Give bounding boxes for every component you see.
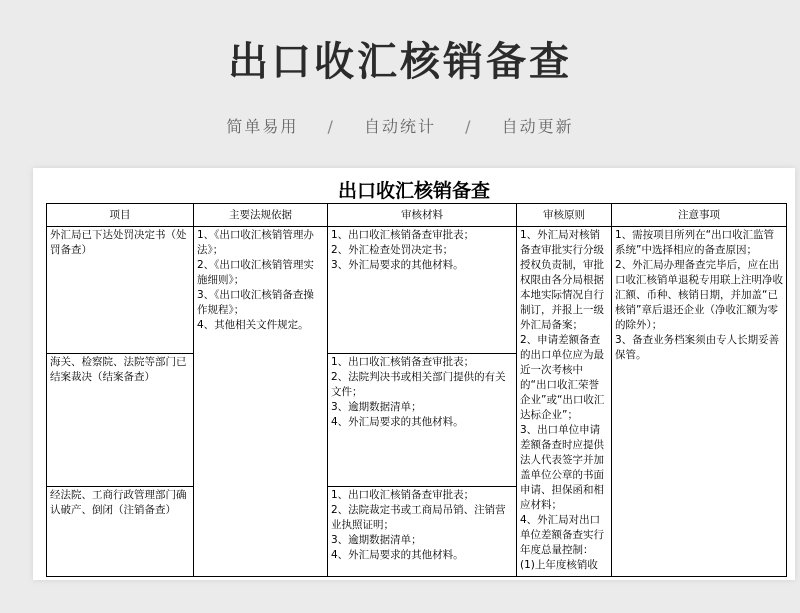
materials-cell [328,227,517,354]
regulation-line: 3、《出口收汇核销备查操作规程》； [197,289,314,316]
spreadsheet-preview [33,168,795,580]
material-line: 2、法院裁定书或工商局吊销、注销营业执照证明； [331,504,506,531]
item-cell: 外汇局已下达处罚决定书（处罚备查） [47,227,194,354]
material-line: 1、出口收汇核销备查审批表； [331,356,475,368]
regulation-line: 1、《出口收汇核销管理办法》； [197,229,314,256]
table-header-row [47,204,787,227]
regulation-line: 2、《出口收汇核销管理实施细则》； [197,259,314,286]
table-row [47,227,787,354]
principles-cell [517,227,612,577]
tag-separator: / [327,117,335,136]
header-regulations: 主要法规依据 [194,204,328,227]
item-cell: 海关、检察院、法院等部门已结案裁决（结案备查） [47,354,194,487]
material-line: 3、逾期数据清单； [331,401,422,413]
material-line: 1、出口收汇核销备查审批表； [331,229,475,241]
material-line: 4、外汇局要求的其他材料。 [331,549,464,561]
material-line: 3、外汇局要求的其他材料。 [331,259,464,271]
verification-table [46,203,787,577]
material-line: 1、出口收汇核销备查审批表； [331,489,475,501]
header-item: 项目 [47,204,194,227]
tag-easy: 简单易用 [226,117,299,136]
header-notes: 注意事项 [612,204,787,227]
item-cell: 经法院、工商行政管理部门确认破产、倒闭（注销备查） [47,487,194,577]
header-materials: 审核材料 [328,204,517,227]
principle-line: 4、外汇局对出口单位差额备查实行年度总量控制： [520,514,604,556]
sheet-title: 出口收汇核销备查 [337,180,490,202]
regulation-line: 4、其他相关文件规定。 [197,319,309,331]
page-title: 出口收汇核销备查 [228,39,572,85]
note-line: 3、备查业务档案须由专人长期妥善保管。 [615,334,780,361]
notes-cell [612,227,787,577]
tag-auto-update: 自动更新 [501,117,574,136]
materials-cell [328,354,517,487]
principle-line: 1、外汇局对核销备查审批实行分级授权负责制，审批权限由各分局根据本地实际情况自行制订，并报上一级外汇局备案； [520,229,604,331]
principle-line: 2、申请差额备查的出口单位应为最近一次考核中的“出口收汇荣誉企业”或“出口收汇达标企业”； [520,334,605,421]
material-line: 4、外汇局要求的其他材料。 [331,416,464,428]
feature-tags [0,114,800,137]
note-line: 2、外汇局办理备查完毕后，应在出口收汇核销单退税专用联上注明净收汇额、币种、核销日期，并加盖“已核销”章后退还企业（净收汇额为零的除外）； [615,259,783,331]
materials-cell [328,487,517,577]
material-line: 2、法院判决书或相关部门提供的有关文件； [331,371,506,398]
header-principles: 审核原则 [517,204,612,227]
tag-auto-stats: 自动统计 [363,117,436,136]
material-line: 3、逾期数据清单； [331,534,422,546]
note-line: 1、需按项目所列在“出口收汇监管系统”中选择相应的备查原因； [615,229,775,256]
regulations-cell [194,227,328,577]
principle-line: 3、出口单位申请差额备查时应提供法人代表签字并加盖单位公章的书面申请、担保函和相应材料； [520,424,604,511]
material-line: 2、外汇检查处罚决定书； [331,244,454,256]
principle-line: (1)上年度核销收 [520,559,598,571]
tag-separator: / [465,117,473,136]
